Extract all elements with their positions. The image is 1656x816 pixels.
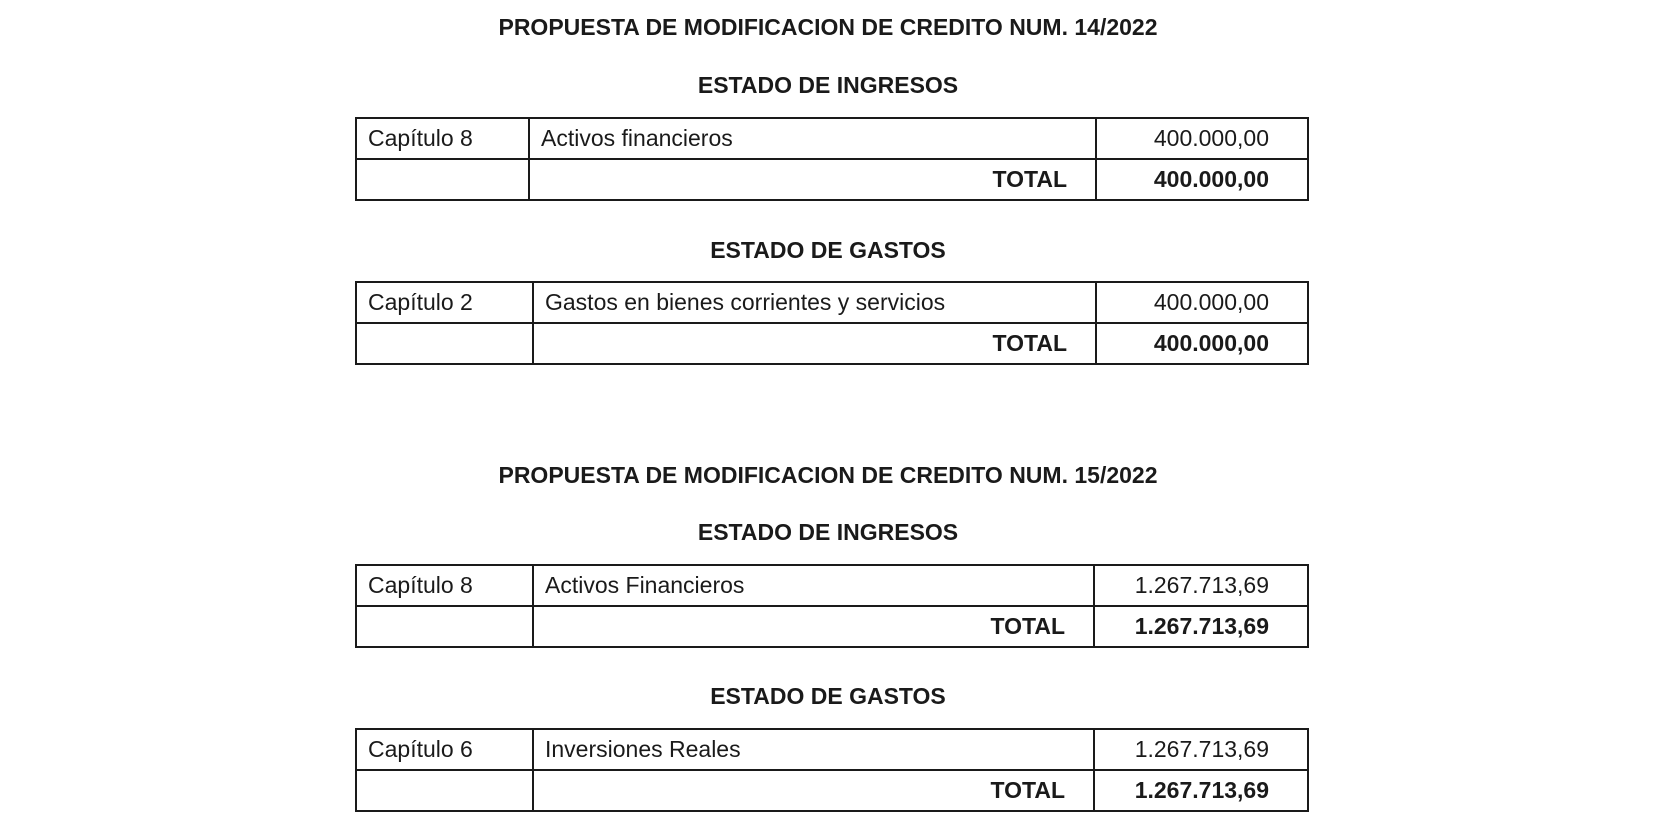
- ingresos-heading: ESTADO DE INGRESOS: [697, 72, 959, 98]
- total-label: TOTAL: [533, 323, 1096, 364]
- total-amount: 400.000,00: [1096, 159, 1308, 200]
- gastos-heading: ESTADO DE GASTOS: [710, 237, 946, 263]
- table-row: [356, 729, 1308, 770]
- proposal-title: PROPUESTA DE MODIFICACION DE CREDITO NUM. 14/2022: [498, 14, 1158, 40]
- gastos-table: [355, 728, 1309, 812]
- total-label: TOTAL: [529, 159, 1096, 200]
- ingresos-table: [355, 564, 1309, 648]
- total-label: TOTAL: [533, 770, 1094, 811]
- table-row: [356, 282, 1308, 323]
- capitulo-cell: Capítulo 8: [356, 118, 529, 159]
- importe-cell: 400.000,00: [1096, 118, 1308, 159]
- proposal-title: PROPUESTA DE MODIFICACION DE CREDITO NUM. 15/2022: [498, 462, 1158, 488]
- total-row: [356, 159, 1308, 200]
- importe-cell: 1.267.713,69: [1094, 565, 1308, 606]
- empty-cell: [356, 159, 529, 200]
- total-row: [356, 770, 1308, 811]
- importe-cell: 1.267.713,69: [1094, 729, 1308, 770]
- capitulo-cell: Capítulo 6: [356, 729, 533, 770]
- table-row: [356, 118, 1308, 159]
- empty-cell: [356, 323, 533, 364]
- table-row: [356, 565, 1308, 606]
- gastos-heading: ESTADO DE GASTOS: [710, 683, 946, 709]
- total-label: TOTAL: [533, 606, 1094, 647]
- total-amount: 400.000,00: [1096, 323, 1308, 364]
- capitulo-cell: Capítulo 2: [356, 282, 533, 323]
- descripcion-cell: Inversiones Reales: [533, 729, 1094, 770]
- descripcion-cell: Activos Financieros: [533, 565, 1094, 606]
- total-row: [356, 323, 1308, 364]
- importe-cell: 400.000,00: [1096, 282, 1308, 323]
- empty-cell: [356, 770, 533, 811]
- total-row: [356, 606, 1308, 647]
- total-amount: 1.267.713,69: [1094, 606, 1308, 647]
- descripcion-cell: Gastos en bienes corrientes y servicios: [533, 282, 1096, 323]
- capitulo-cell: Capítulo 8: [356, 565, 533, 606]
- empty-cell: [356, 606, 533, 647]
- gastos-table: [355, 281, 1309, 365]
- descripcion-cell: Activos financieros: [529, 118, 1096, 159]
- total-amount: 1.267.713,69: [1094, 770, 1308, 811]
- ingresos-table: [355, 117, 1309, 201]
- ingresos-heading: ESTADO DE INGRESOS: [697, 519, 959, 545]
